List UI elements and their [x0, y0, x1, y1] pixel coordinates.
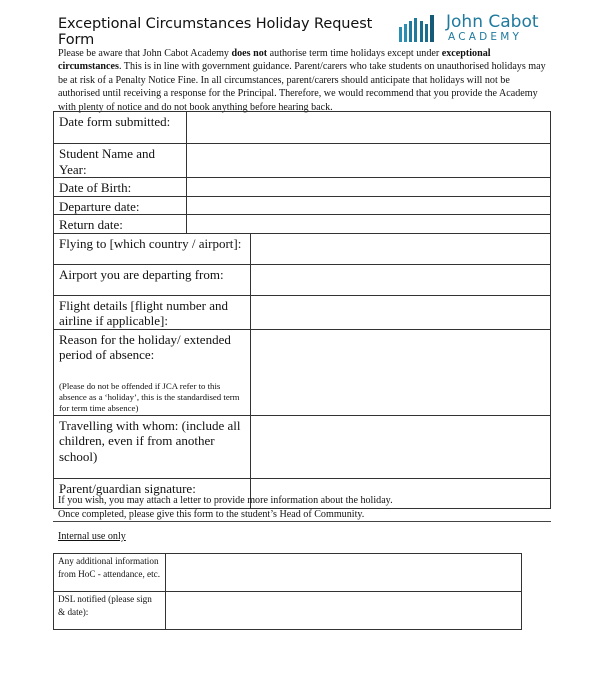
- field-date-of-birth[interactable]: [186, 178, 550, 197]
- logo-bars-icon: [398, 14, 440, 44]
- internal-use-heading: Internal use only: [58, 531, 126, 542]
- intro-text-1: Please be aware that John Cabot Academy: [58, 48, 232, 59]
- field-hoc-info[interactable]: [165, 554, 521, 592]
- label-return-date: Return date:: [54, 215, 187, 234]
- footer-line-2: Once completed, please give this form to the student’s Head of Community.: [58, 508, 365, 520]
- table-row: [54, 215, 551, 234]
- label-hoc-info: Any additional information from HoC - attendance, etc.: [54, 554, 166, 592]
- field-return-date[interactable]: [186, 215, 550, 234]
- table-row: [54, 329, 551, 415]
- table-row: [54, 295, 551, 329]
- label-dsl-notified: DSL notified (please sign & date):: [54, 592, 166, 630]
- intro-bold-1: does not: [231, 48, 268, 59]
- label-signature: Parent/guardian signature:: [54, 478, 251, 508]
- intro-bold-2: exceptional circumstances: [58, 48, 491, 73]
- field-student-name[interactable]: [186, 144, 550, 178]
- label-student-name: Student Name and Year:: [54, 144, 187, 178]
- field-departure-airport[interactable]: [250, 264, 550, 295]
- label-flying-to: Flying to [which country / airport]:: [54, 233, 251, 264]
- field-flight-details[interactable]: [250, 295, 550, 329]
- table-row: [54, 144, 551, 178]
- internal-use-table: [53, 553, 522, 630]
- field-departure-date[interactable]: [186, 196, 550, 215]
- table-row: [54, 264, 551, 295]
- table-row: [54, 415, 551, 478]
- form-title: Exceptional Circumstances Holiday Request Form: [58, 16, 373, 48]
- field-travelling-with[interactable]: [250, 415, 550, 478]
- footer-notes: [58, 494, 550, 521]
- intro-text-3: . This is in line with government guidance. Parent/carers who take students on unauthorised holidays may be at risk of a Penalty Notice Fine. In all circumstances, parent/carers should anticipate that holidays will not be authorised until receiving a response for the Principal. Therefore, we would recommend that you provide the Academy with plenty of notice and do not book anything before hearing back.: [58, 61, 546, 113]
- table-row: [54, 196, 551, 215]
- intro-paragraph: [58, 47, 548, 114]
- field-dsl-notified[interactable]: [165, 592, 521, 630]
- field-flying-to[interactable]: [250, 233, 550, 264]
- request-form-table: [53, 111, 551, 509]
- logo-subtitle: ACADEMY: [448, 31, 523, 43]
- label-departure-airport: Airport you are departing from:: [54, 264, 251, 295]
- intro-text-2: authorise term time holidays except under: [267, 48, 442, 59]
- label-reason-note: (Please do not be offended if JCA refer to this absence as a ‘holiday’, this is the standardised term for term time absence): [59, 380, 240, 414]
- table-row: [54, 554, 522, 592]
- label-date-of-birth: Date of Birth:: [54, 178, 187, 197]
- divider: [53, 521, 551, 522]
- table-row: [54, 233, 551, 264]
- footer-line-1: If you wish, you may attach a letter to provide more information about the holiday.: [58, 495, 393, 506]
- label-reason-text: Reason for the holiday/ extended period of absence:: [59, 331, 231, 362]
- field-reason[interactable]: [250, 329, 550, 415]
- label-travelling-with: Travelling with whom: (include all children, even if from another school): [54, 415, 251, 478]
- table-row: [54, 178, 551, 197]
- label-reason: [54, 329, 251, 415]
- table-row: [54, 112, 551, 144]
- label-flight-details: Flight details [flight number and airline if applicable]:: [54, 295, 251, 329]
- label-departure-date: Departure date:: [54, 196, 187, 215]
- school-logo: [398, 12, 548, 46]
- logo-name: John Cabot: [446, 12, 539, 32]
- table-row: [54, 592, 522, 630]
- label-date-submitted: Date form submitted:: [54, 112, 187, 144]
- field-date-submitted[interactable]: [186, 112, 550, 144]
